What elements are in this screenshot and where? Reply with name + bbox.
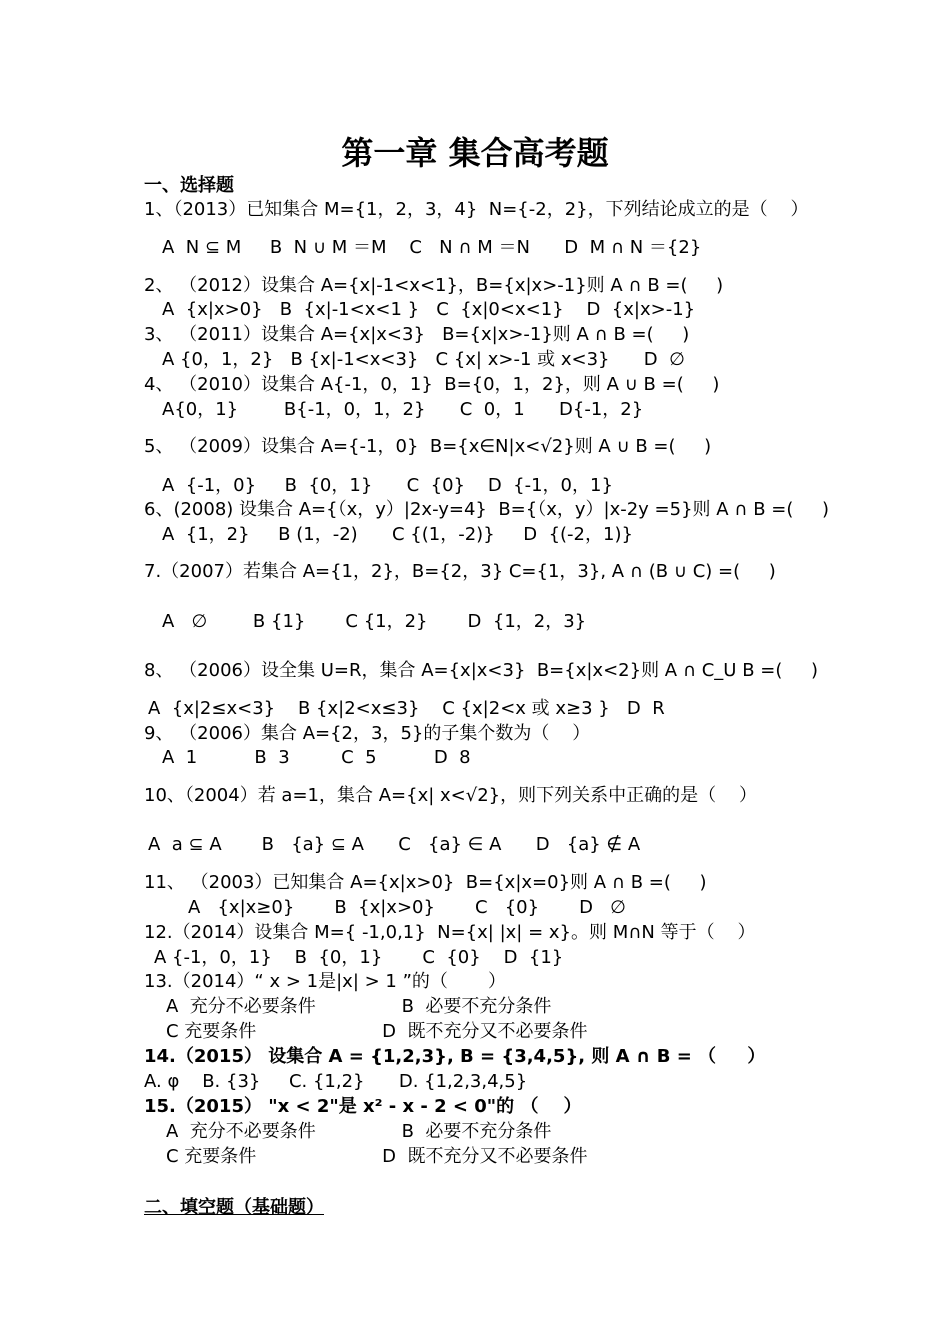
question-line: A {0，1，2} B {x|-1<x<3} C {x| x>-1 或 x<3} D ∅ xyxy=(162,349,685,370)
question-line: A {x|x>0} B {x|-1<x<1 } C {x|0<x<1} D {x|x>-1} xyxy=(162,299,696,320)
question-line: A {x|x≥0} B {x|x>0} C {0} D ∅ xyxy=(188,897,626,918)
question-line: 11、 （2003）已知集合 A={x|x>0} B={x|x=0}则 A ∩ B =( ) xyxy=(144,872,707,893)
question-line: 15.（2015） "x < 2"是 x² - x - 2 < 0"的 （ ） xyxy=(144,1096,582,1117)
question-line: 7.（2007）若集合 A={1，2}，B={2，3} C={1，3}, A ∩ (B ∪ C) =( ) xyxy=(144,561,776,582)
question-line: A 1 B 3 C 5 D 8 xyxy=(162,747,471,768)
question-line: A {x|2≤x<3} B {x|2<x≤3} C {x|2<x 或 x≥3 } D R xyxy=(148,698,665,719)
question-line: 6、(2008) 设集合 A={（x，y）|2x-y=4} B={（x，y）|x-2y =5}则 A ∩ B =( ) xyxy=(144,499,830,520)
question-line: C 充要条件 D 既不充分又不必要条件 xyxy=(166,1146,588,1167)
question-line: 12.（2014）设集合 M={ -1,0,1} N={x| |x| = x}。则 M∩N 等于（ ） xyxy=(144,922,756,943)
question-line: A a ⊆ A B {a} ⊆ A C {a} ∈ A D {a} ∉ A xyxy=(148,834,641,855)
question-line: A{0，1} B{-1，0，1，2} C 0，1 D{-1，2} xyxy=(162,399,644,420)
question-line: C 充要条件 D 既不充分又不必要条件 xyxy=(166,1021,588,1042)
question-line: 13.（2014）“ x > 1是|x| > 1 ”的（ ） xyxy=(144,971,506,992)
question-line: A {-1，0} B {0，1} C {0} D {-1，0，1} xyxy=(162,475,613,496)
question-line: A. φ B. {3} C. {1,2} D. {1,2,3,4,5} xyxy=(144,1071,528,1092)
question-line: 8、 （2006）设全集 U=R，集合 A={x|x<3} B={x|x<2}则 A ∩ C_U B =( ) xyxy=(144,660,818,681)
question-line: A N ⊆ M B N ∪ M ＝M C N ∩ M ＝N D M ∩ N ＝{2} xyxy=(162,237,702,258)
page-title: 第一章 集合高考题 xyxy=(341,134,609,172)
question-line: A 充分不必要条件 B 必要不充分条件 xyxy=(166,996,552,1017)
question-line: 3、 （2011）设集合 A={x|x<3} B={x|x>-1}则 A ∩ B =( ) xyxy=(144,324,690,345)
question-line: A 充分不必要条件 B 必要不充分条件 xyxy=(166,1121,552,1142)
section-heading-fill: 二、填空题（基础题） xyxy=(144,1197,324,1218)
question-line: 1、（2013）已知集合 M={1，2，3，4} N={-2，2}，下列结论成立的是（ ） xyxy=(144,199,809,220)
question-line: 4、 （2010）设集合 A{-1，0，1} B={0，1，2}，则 A ∪ B =( ) xyxy=(144,374,720,395)
question-line: 2、 （2012）设集合 A={x|-1<x<1}，B={x|x>-1}则 A ∩ B =( ) xyxy=(144,275,724,296)
section-heading-choice: 一、选择题 xyxy=(144,175,234,196)
question-line: 5、 （2009）设集合 A={-1，0} B={x∈N|x<√2}则 A ∪ B =( ) xyxy=(144,436,712,457)
question-line: 9、 （2006）集合 A={2，3，5}的子集个数为（ ） xyxy=(144,723,591,744)
question-line: A {1，2} B (1，-2) C {(1，-2)} D {(-2，1)} xyxy=(162,524,633,545)
question-line: 14.（2015） 设集合 A = {1,2,3}, B = {3,4,5}, 则 A ∩ B = （ ） xyxy=(144,1046,766,1067)
question-line: A ∅ B {1} C {1，2} D {1，2，3} xyxy=(162,611,587,632)
question-line: 10、（2004）若 a=1，集合 A={x| x<√2}，则下列关系中正确的是（ ） xyxy=(144,785,757,806)
question-line: A {-1，0，1} B {0，1} C {0} D {1} xyxy=(154,947,564,968)
